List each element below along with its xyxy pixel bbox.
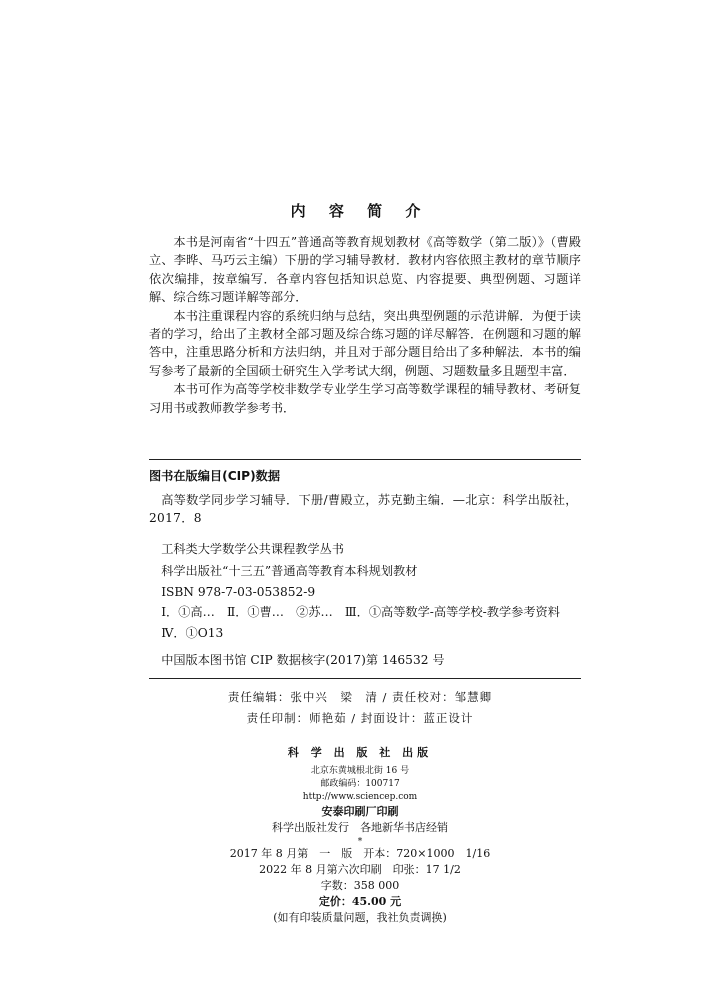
publisher-website: http://www.sciencep.com (302, 792, 418, 802)
cip-top-rule (149, 459, 581, 460)
price: 定价：45.00 元 (318, 895, 402, 908)
distribution-line: 科学出版社发行 各地新华书店经销 (272, 821, 448, 834)
cip-bottom-rule (149, 678, 581, 679)
printer-name: 安泰印刷厂印刷 (321, 805, 399, 818)
cip-entry: 高等数学同步学习辅导．下册/曹殿立，苏克勤主编．—北京：科学出版社，2017．8 (149, 493, 578, 525)
publisher-address: 北京东黄城根北街 16 号 (310, 766, 410, 776)
cip-classification-2: Ⅳ．①O13 (161, 626, 224, 640)
intro-paragraph-2: 本书注重课程内容的系统归纳与总结，突出典型例题的示范讲解．为便于读者的学习，给出了主教材全部习题及综合练习题的详尽解答．在例题和习题的解答中，注重思路分析和方法归纳，并且对于部分题目给出了多种解法．本书的编写参考了最新的全国硕士研究生入学考试大纲，例题、习题数量多且题型丰富． (149, 308, 581, 378)
cip-heading: 图书在版编目(CIP)数据 (149, 469, 281, 483)
word-count: 字数：358 000 (320, 879, 400, 892)
credits-production: 责任印制：师艳茹 / 封面设计：蓝正设计 (246, 711, 474, 725)
publisher-name: 科 学 出 版 社 出版 (287, 746, 433, 759)
edition-line-1: 2017 年 8 月第 一 版 开本：720×1000 1/16 (229, 847, 491, 860)
cip-classification-1: Ⅰ．①高… Ⅱ．①曹… ②苏… Ⅲ．①高等数学-高等学校-教学参考资料 (161, 605, 560, 619)
publisher-postcode: 邮政编码：100717 (320, 779, 400, 789)
intro-title: 内 容 简 介 (290, 202, 430, 220)
cip-series: 工科类大学数学公共课程教学丛书 (161, 542, 344, 556)
separator-star: * (357, 837, 363, 847)
quality-note: (如有印装质量问题，我社负责调换) (273, 911, 447, 924)
cip-plan: 科学出版社“十三五”普通高等教育本科规划教材 (161, 564, 418, 578)
cip-isbn: ISBN 978-7-03-053852-9 (161, 585, 316, 599)
intro-paragraph-3: 本书可作为高等学校非数学专业学生学习高等数学课程的辅导教材、考研复习用书或教师教学参考书． (149, 382, 581, 415)
credits-editors: 责任编辑：张中兴 梁 清 / 责任校对：邹慧卿 (227, 690, 493, 704)
intro-paragraph-1: 本书是河南省“十四五”普通高等教育规划教材《高等数学（第二版）》（曹殿立、李晔、马巧云主编）下册的学习辅导教材．教材内容依照主教材的章节顺序依次编排，按章编写．各章内容包括知识总览、内容提要、典型例题、习题详解、综合练习题详解等部分． (149, 235, 581, 305)
cip-record: 中国版本图书馆 CIP 数据核字(2017)第 146532 号 (161, 653, 445, 667)
intro-body (149, 233, 581, 417)
edition-line-2: 2022 年 8 月第六次印刷 印张：17 1/2 (259, 863, 461, 876)
